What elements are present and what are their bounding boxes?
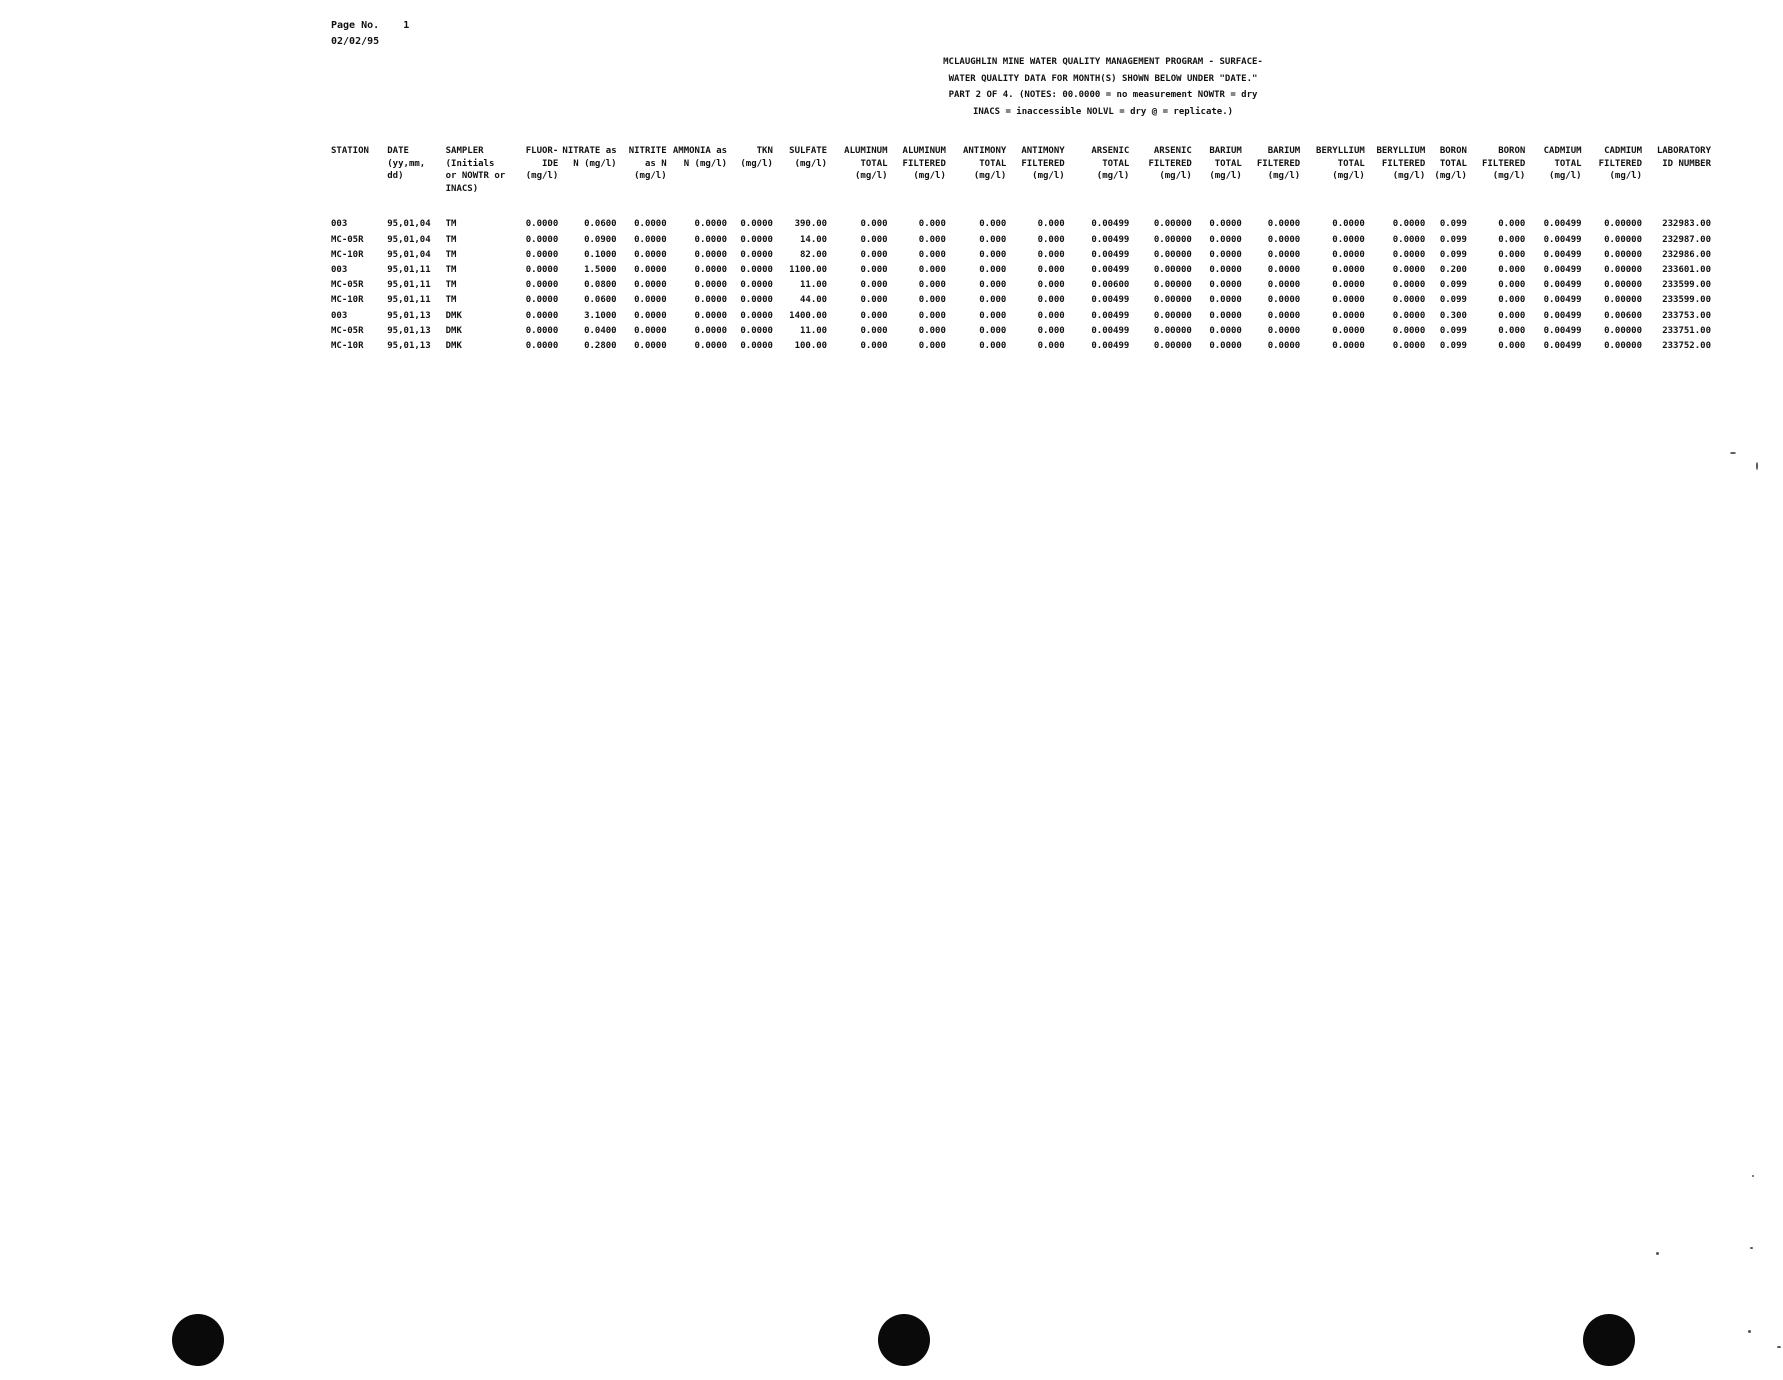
table-cell: 0.0800: [584, 280, 617, 291]
table-cell: 100.00: [794, 341, 828, 351]
table-cell: 0.000: [1498, 264, 1526, 275]
table-cell: 003: [331, 264, 348, 275]
table-cell: 1100.00: [789, 264, 828, 275]
table-cell: 0.00000: [1604, 249, 1642, 260]
table-cell: 232986.00: [1662, 249, 1711, 260]
table-cell: 233599.00: [1662, 295, 1711, 306]
scan-speck: [1656, 1252, 1659, 1255]
table-cell: 233601.00: [1662, 264, 1711, 275]
table-row: [330, 309, 1712, 324]
column-header: NITRITE as N (mg/l): [628, 146, 667, 182]
table-cell: 0.000: [979, 280, 1007, 291]
table-cell: 0.0000: [634, 249, 667, 260]
table-cell: DMK: [445, 325, 462, 336]
table-cell: 0.0000: [1392, 249, 1426, 260]
table-row: [330, 217, 1712, 232]
column-header: BARIUM TOTAL (mg/l): [1209, 146, 1242, 182]
table-cell: MC-05R: [331, 325, 364, 336]
table-cell: 0.0600: [584, 295, 617, 306]
table-cell: 0.00000: [1604, 264, 1642, 275]
table-cell: 0.00000: [1153, 325, 1192, 336]
table-cell: 11.00: [800, 325, 828, 336]
table-cell: 95,01,13: [387, 341, 431, 351]
table-cell: 0.000: [1498, 295, 1526, 306]
table-cell: 82.00: [800, 249, 828, 260]
table-cell: 0.000: [979, 295, 1007, 306]
table-cell: 0.000: [1037, 249, 1065, 260]
column-header: BERYLLIUM TOTAL (mg/l): [1316, 146, 1365, 182]
table-cell: TM: [445, 234, 457, 245]
table-cell: 0.0000: [1332, 325, 1365, 336]
table-cell: 0.00499: [1091, 219, 1130, 230]
column-header: ALUMINUM TOTAL (mg/l): [844, 146, 888, 182]
table-cell: 0.00499: [1543, 325, 1582, 336]
table-cell: 0.0000: [740, 310, 773, 321]
table-cell: 0.0000: [1209, 341, 1242, 351]
table-cell: 0.0000: [694, 280, 728, 291]
table-cell: 0.099: [1439, 249, 1467, 260]
table-cell: 0.0000: [694, 234, 728, 245]
scan-speck: [1730, 452, 1736, 454]
table-cell: 95,01,11: [387, 295, 431, 306]
table-cell: 0.0400: [584, 325, 617, 336]
table-cell: 0.0000: [525, 310, 559, 321]
column-header: BERYLLIUM FILTERED (mg/l): [1376, 146, 1426, 182]
column-header: ANTIMONY FILTERED (mg/l): [1021, 146, 1065, 182]
table-cell: 0.0000: [1332, 264, 1365, 275]
table-cell: MC-05R: [331, 280, 364, 291]
column-header: DATE (yy,mm, dd): [387, 146, 426, 182]
table-cell: 0.000: [918, 325, 946, 336]
scan-speck: [1752, 1175, 1754, 1177]
table-cell: 0.099: [1439, 234, 1467, 245]
table-cell: 0.0000: [1209, 264, 1242, 275]
table-cell: 0.00499: [1091, 341, 1130, 351]
table-cell: 0.0000: [634, 264, 667, 275]
table-row: [330, 263, 1712, 278]
table-cell: 0.0600: [584, 219, 617, 230]
punch-hole-left: [172, 1314, 224, 1366]
table-cell: 0.000: [1037, 280, 1065, 291]
title-line-4: INACS = inaccessible NOLVL = dry @ = replicate.): [972, 106, 1234, 117]
table-cell: 0.000: [979, 325, 1007, 336]
table-cell: 0.000: [918, 249, 946, 260]
table-cell: DMK: [445, 341, 462, 351]
table-cell: 0.000: [1037, 310, 1065, 321]
table-cell: 233751.00: [1662, 325, 1711, 336]
table-cell: TM: [445, 219, 457, 230]
table-cell: 0.00000: [1604, 325, 1642, 336]
table-cell: 0.0000: [1392, 264, 1426, 275]
table-cell: 0.00000: [1153, 310, 1192, 321]
table-cell: 0.000: [860, 341, 888, 351]
table-row: [330, 324, 1712, 339]
table-cell: 232987.00: [1662, 234, 1711, 245]
table-cell: 0.0000: [1209, 325, 1242, 336]
column-header: ARSENIC FILTERED (mg/l): [1148, 146, 1192, 182]
table-cell: 0.0000: [1332, 295, 1365, 306]
table-cell: 0.00000: [1153, 264, 1192, 275]
table-cell: 0.0000: [740, 219, 773, 230]
table-cell: 0.00499: [1543, 264, 1582, 275]
table-cell: 0.0000: [525, 295, 559, 306]
table-cell: 0.099: [1439, 325, 1467, 336]
table-cell: 0.00600: [1091, 280, 1130, 291]
column-header: BARIUM FILTERED (mg/l): [1256, 146, 1301, 182]
table-cell: 0.0000: [525, 219, 559, 230]
table-cell: 0.000: [860, 219, 888, 230]
table-cell: 95,01,11: [387, 280, 431, 291]
table-row: [330, 293, 1712, 308]
table-row: [330, 233, 1712, 248]
table-cell: 0.0000: [1267, 325, 1301, 336]
table-cell: 0.00600: [1604, 310, 1642, 321]
table-cell: 0.0000: [1209, 219, 1242, 230]
table-cell: 0.000: [1037, 264, 1065, 275]
column-header: CADMIUM FILTERED (mg/l): [1598, 146, 1642, 182]
table-cell: 0.00499: [1543, 234, 1582, 245]
table-cell: 0.00499: [1091, 249, 1130, 260]
column-header: BORON TOTAL (mg/l): [1434, 146, 1467, 182]
table-cell: 0.0000: [1332, 341, 1365, 351]
column-header: CADMIUM TOTAL (mg/l): [1543, 146, 1582, 182]
table-cell: 0.000: [860, 325, 888, 336]
table-cell: TM: [445, 264, 457, 275]
table-cell: 95,01,13: [387, 325, 431, 336]
table-cell: 0.000: [979, 310, 1007, 321]
table-cell: 95,01,13: [387, 310, 431, 321]
table-cell: 0.0000: [694, 295, 728, 306]
table-cell: 0.00499: [1091, 310, 1130, 321]
table-cell: 0.00000: [1153, 234, 1192, 245]
table-cell: 0.00000: [1604, 234, 1642, 245]
table-cell: 0.000: [860, 249, 888, 260]
table-cell: 0.0000: [740, 234, 773, 245]
table-cell: 0.00499: [1543, 310, 1582, 321]
punch-hole-right: [1583, 1314, 1635, 1366]
table-cell: 0.0000: [1209, 249, 1242, 260]
table-cell: 0.000: [918, 295, 946, 306]
table-cell: 3.1000: [584, 310, 617, 321]
column-header: BORON FILTERED (mg/l): [1481, 146, 1526, 182]
table-cell: 0.00000: [1153, 280, 1192, 291]
table-cell: 0.000: [860, 234, 888, 245]
table-cell: 0.000: [918, 234, 946, 245]
table-cell: 95,01,11: [387, 264, 431, 275]
table-cell: 0.0000: [740, 341, 773, 351]
table-cell: TM: [445, 295, 457, 306]
table-cell: 0.0000: [525, 325, 559, 336]
table-cell: 95,01,04: [387, 219, 431, 230]
table-cell: 0.0000: [1267, 280, 1301, 291]
table-cell: MC-05R: [331, 234, 364, 245]
table-cell: MC-10R: [331, 295, 364, 306]
table-cell: 0.0000: [1392, 310, 1426, 321]
table-cell: 0.0000: [1332, 234, 1365, 245]
table-cell: 0.000: [1498, 310, 1526, 321]
water-quality-table: [330, 145, 1712, 354]
table-cell: 0.000: [918, 280, 946, 291]
table-cell: 0.0000: [634, 325, 667, 336]
table-cell: 0.0000: [1267, 295, 1301, 306]
table-row: [330, 248, 1712, 263]
column-header: AMMONIA as N (mg/l): [672, 146, 728, 169]
column-header: ALUMINUM FILTERED (mg/l): [902, 146, 946, 182]
table-cell: 0.00499: [1543, 280, 1582, 291]
table-cell: 0.000: [1498, 325, 1526, 336]
table-cell: 0.000: [979, 234, 1007, 245]
table-cell: 0.300: [1439, 310, 1467, 321]
table-cell: 0.0000: [634, 234, 667, 245]
table-cell: 0.0000: [694, 325, 728, 336]
table-cell: 0.0900: [584, 234, 617, 245]
table-cell: 0.0000: [1209, 280, 1242, 291]
table-cell: 0.0000: [525, 280, 559, 291]
table-cell: 0.00499: [1091, 234, 1130, 245]
table-cell: 0.000: [860, 264, 888, 275]
table-cell: 0.0000: [1209, 295, 1242, 306]
table-cell: 11.00: [800, 280, 828, 291]
table-header-row: [330, 145, 1712, 195]
table-cell: 0.000: [860, 310, 888, 321]
table-cell: 0.000: [1037, 234, 1065, 245]
table-cell: 0.0000: [525, 249, 559, 260]
table-cell: 0.0000: [634, 280, 667, 291]
table-cell: 0.000: [979, 264, 1007, 275]
table-cell: DMK: [445, 310, 462, 321]
header-spacer: [330, 195, 1712, 217]
table-cell: 0.000: [918, 310, 946, 321]
table-cell: 0.00499: [1543, 219, 1582, 230]
table-cell: 0.000: [1037, 325, 1065, 336]
table-cell: 0.0000: [740, 295, 773, 306]
table-cell: MC-10R: [331, 249, 364, 260]
table-cell: 0.0000: [1267, 264, 1301, 275]
table-cell: 233753.00: [1662, 310, 1711, 321]
table-cell: 0.000: [860, 295, 888, 306]
table-cell: 0.000: [979, 341, 1007, 351]
table-cell: 0.0000: [525, 264, 559, 275]
table-cell: 1400.00: [789, 310, 828, 321]
column-header: FLUOR- IDE (mg/l): [525, 146, 559, 182]
column-header: ARSENIC TOTAL (mg/l): [1091, 146, 1130, 182]
table-cell: 0.0000: [1392, 295, 1426, 306]
table-cell: 0.00499: [1091, 264, 1130, 275]
table-cell: 0.000: [1037, 295, 1065, 306]
table-cell: 0.0000: [694, 341, 728, 351]
table-cell: 0.00499: [1091, 295, 1130, 306]
table-cell: 0.00000: [1153, 341, 1192, 351]
table-cell: 0.0000: [694, 219, 728, 230]
table-cell: 0.000: [1498, 234, 1526, 245]
table-cell: 0.0000: [1209, 234, 1242, 245]
table-cell: 14.00: [800, 234, 828, 245]
table-cell: 0.0000: [740, 325, 773, 336]
table-cell: 0.000: [1498, 249, 1526, 260]
table-cell: 0.000: [979, 219, 1007, 230]
table-cell: 0.00000: [1604, 341, 1642, 351]
table-cell: 0.0000: [1332, 219, 1365, 230]
table-cell: 0.0000: [1392, 280, 1426, 291]
table-cell: 0.099: [1439, 219, 1467, 230]
table-cell: 0.2800: [584, 341, 617, 351]
table-cell: TM: [445, 280, 457, 291]
table-cell: 0.0000: [1392, 219, 1426, 230]
table-cell: 0.000: [979, 249, 1007, 260]
table-cell: 003: [331, 310, 348, 321]
table-cell: 0.0000: [1267, 249, 1301, 260]
table-cell: 0.099: [1439, 341, 1467, 351]
table-cell: 0.000: [918, 341, 946, 351]
table-cell: 0.0000: [525, 234, 559, 245]
table-cell: 44.00: [800, 295, 828, 306]
table-cell: 0.0000: [1392, 325, 1426, 336]
title-line-3: PART 2 OF 4. (NOTES: 00.0000 = no measurement NOWTR = dry: [948, 90, 1258, 100]
table-cell: 0.099: [1439, 295, 1467, 306]
column-header: SULFATE (mg/l): [789, 146, 828, 169]
table-cell: 0.0000: [1332, 310, 1365, 321]
table-cell: 0.000: [918, 219, 946, 230]
table-cell: 0.0000: [1267, 310, 1301, 321]
table-cell: 95,01,04: [387, 249, 431, 260]
table-cell: 0.000: [1037, 219, 1065, 230]
report-title: [868, 54, 1338, 120]
table-cell: 0.0000: [634, 310, 667, 321]
column-header: LABORATORY ID NUMBER: [1656, 146, 1711, 169]
table-cell: 0.0000: [1392, 341, 1426, 351]
scan-speck: [1748, 1330, 1751, 1333]
table-cell: 0.00000: [1604, 280, 1642, 291]
scan-speck: [1777, 1346, 1781, 1348]
table-row: [330, 339, 1712, 354]
table-cell: 0.0000: [525, 341, 559, 351]
table-cell: 0.000: [1037, 341, 1065, 351]
table-cell: 232983.00: [1662, 219, 1711, 230]
table-cell: 0.0000: [694, 249, 728, 260]
table-cell: TM: [445, 249, 457, 260]
table-cell: 0.000: [1498, 280, 1526, 291]
table-cell: 233599.00: [1662, 280, 1711, 291]
table-cell: 0.00000: [1604, 295, 1642, 306]
table-cell: 0.0000: [1332, 280, 1365, 291]
scan-speck: [1756, 462, 1758, 470]
table-cell: 0.00499: [1543, 249, 1582, 260]
scan-speck: [1750, 1247, 1753, 1249]
table-cell: 0.00499: [1543, 341, 1582, 351]
column-header: NITRATE as N (mg/l): [562, 146, 617, 169]
table-cell: 0.0000: [740, 249, 773, 260]
title-line-2: WATER QUALITY DATA FOR MONTH(S) SHOWN BELOW UNDER "DATE.": [948, 73, 1258, 84]
table-cell: 0.000: [918, 264, 946, 275]
column-header: TKN (mg/l): [740, 146, 773, 169]
table-cell: 003: [331, 219, 348, 230]
table-cell: 0.0000: [634, 219, 667, 230]
table-cell: 0.000: [1498, 341, 1526, 351]
table-cell: 233752.00: [1662, 341, 1711, 351]
column-header: STATION: [331, 146, 369, 156]
table-cell: 0.0000: [1332, 249, 1365, 260]
page-number: Page No. 1: [331, 20, 410, 31]
table-cell: 0.00499: [1091, 325, 1130, 336]
table-cell: MC-10R: [331, 341, 364, 351]
table-cell: 0.00499: [1543, 295, 1582, 306]
table-cell: 1.5000: [584, 264, 617, 275]
table-cell: 0.0000: [1267, 234, 1301, 245]
table-cell: 0.00000: [1604, 219, 1642, 230]
table-cell: 0.000: [1498, 219, 1526, 230]
table-cell: 0.00000: [1153, 249, 1192, 260]
table-cell: 0.00000: [1153, 295, 1192, 306]
table-cell: 0.1000: [584, 249, 617, 260]
table-cell: 0.0000: [634, 295, 667, 306]
report-date: 02/02/95: [331, 36, 380, 47]
table-cell: 0.0000: [1267, 341, 1301, 351]
column-header: ANTIMONY TOTAL (mg/l): [962, 146, 1007, 182]
table-cell: 0.0000: [1209, 310, 1242, 321]
table-cell: 0.0000: [694, 310, 728, 321]
table-cell: 0.00000: [1153, 219, 1192, 230]
table-cell: 0.0000: [740, 264, 773, 275]
column-header: SAMPLER (Initials or NOWTR or INACS): [445, 146, 506, 194]
table-cell: 95,01,04: [387, 234, 431, 245]
table-cell: 0.0000: [1392, 234, 1426, 245]
title-line-1: MCLAUGHLIN MINE WATER QUALITY MANAGEMENT PROGRAM - SURFACE-: [943, 57, 1263, 67]
punch-hole-center: [878, 1314, 930, 1366]
table-cell: 0.0000: [740, 280, 773, 291]
table-cell: 0.0000: [634, 341, 667, 351]
table-cell: 390.00: [794, 219, 828, 230]
table-cell: 0.200: [1439, 264, 1467, 275]
table-cell: 0.000: [860, 280, 888, 291]
table-cell: 0.099: [1439, 280, 1467, 291]
table-row: [330, 278, 1712, 293]
table-cell: 0.0000: [1267, 219, 1301, 230]
table-cell: 0.0000: [694, 264, 728, 275]
